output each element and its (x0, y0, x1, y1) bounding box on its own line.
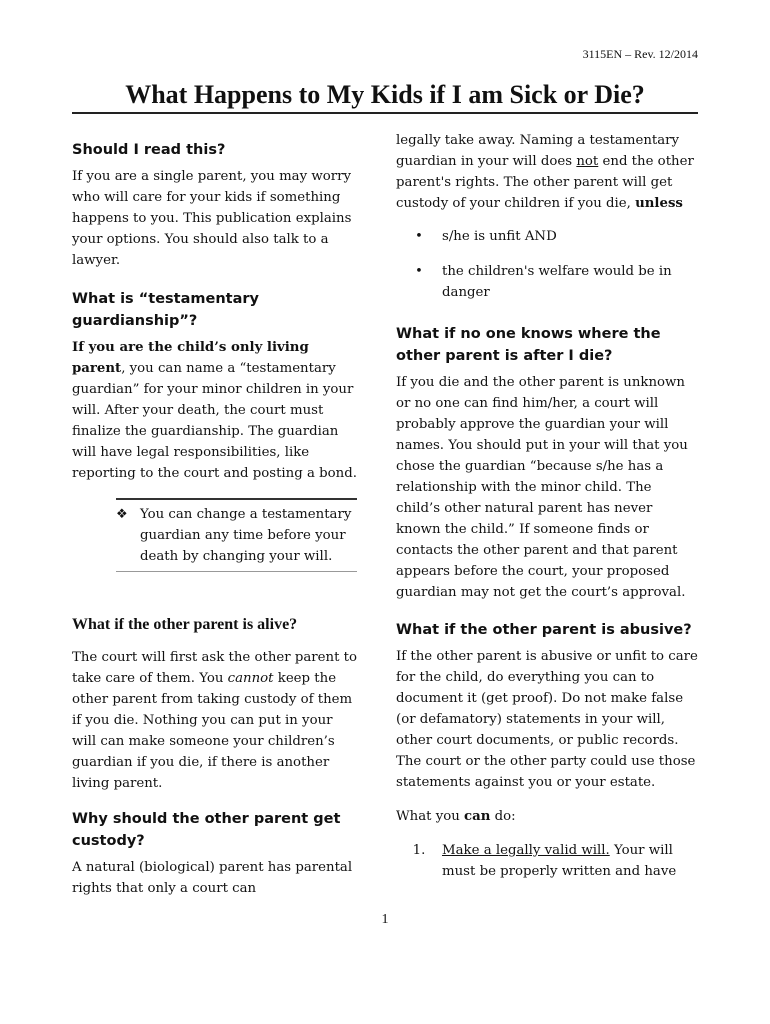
rights-text-b: end the other parent's rights. The other parent will get custody of your children if you die, (396, 154, 694, 211)
section-body-other-parent-alive (72, 647, 357, 794)
what-you-can-do (396, 806, 698, 827)
section-title-abusive-parent: What if the other parent is abusive? (396, 622, 692, 638)
page-number: 1 (381, 912, 389, 927)
item-underlined-text: Make a legally valid will. (442, 843, 610, 858)
list-item (396, 261, 698, 303)
list-item-text: s/he is unfit AND (442, 229, 557, 244)
emphasis-only-parent: If you are the child’s only living parent (72, 340, 309, 376)
list-item-text: the children's welfare would be in danger (442, 264, 672, 300)
bullet-icon: • (415, 264, 423, 279)
bullet-icon: • (415, 229, 423, 244)
section-title-testamentary: What is “testamentary guardianship”? (72, 291, 259, 329)
section-title-unknown-parent: What if no one knows where the other parent is after I die? (396, 326, 661, 364)
title-divider (72, 112, 698, 114)
testamentary-text: , you can name a “testamentary guardian” for your minor children in your will. After your death, the court must finalize the guardianship. The guardian will have legal responsibilities, like reporting to the court and posting a bond. (72, 361, 357, 481)
right-column (396, 130, 698, 882)
unless-conditions-list (396, 226, 698, 303)
emphasis-unless: unless (635, 196, 683, 211)
section-title-should-i-read: Should I read this? (72, 142, 226, 158)
diamond-bullet-icon: ❖ (116, 507, 128, 522)
item-rest-text: Your will must be properly written and have (442, 843, 677, 879)
section-body-abusive-parent: If the other parent is abusive or unfit to care for the child, do everything you can to document it (get proof). Do not make false (or defamatory) statements in your will, other court documents, or public records. The court or the other party could use those statements against you or your estate. (396, 649, 698, 790)
section-body-testamentary (72, 337, 357, 484)
can-text-b: do: (490, 809, 516, 824)
can-text-a: What you (396, 809, 465, 824)
alive-text-b: keep the other parent from taking custody of them if you die. Nothing you can put in your will can make someone your children’s guardian if you die, if there is another living parent. (72, 671, 353, 791)
item-text (442, 840, 698, 882)
item-number: 1. (412, 843, 426, 858)
emphasis-cannot: cannot (227, 671, 274, 686)
section-body-should-i-read: If you are a single parent, you may worry who will care for your kids if something happens to you. This publication explains your options. You should also talk to a lawyer. (72, 169, 352, 268)
callout-box (116, 498, 357, 572)
left-column (72, 130, 357, 899)
alive-text-a: The court will first ask the other parent to take care of them. You (72, 650, 358, 686)
page-title: What Happens to My Kids if I am Sick or Die? (125, 80, 645, 109)
section-title-why-custody: Why should the other parent get custody? (72, 811, 341, 849)
section-body-why-custody: A natural (biological) parent has parental rights that only a court can (72, 860, 353, 896)
emphasis-can: can (464, 809, 491, 824)
section-body-unknown-parent: If you die and the other parent is unknown or no one can find him/her, a court will probably approve the guardian your will names. You should put in your will that you chose the guardian “because s/he has a relationship with the minor child. The child’s other natural parent has never known the child.” If someone finds or contacts the other parent and that parent appears before the court, your proposed guardian may not get the court’s approval. (396, 375, 688, 600)
numbered-item-1 (396, 840, 698, 882)
form-code: 3115EN – Rev. 12/2014 (582, 47, 698, 61)
section-title-other-parent-alive: What if the other parent is alive? (72, 616, 298, 633)
continued-paragraph (396, 130, 698, 214)
callout-text: You can change a testamentary guardian any time before your death by changing your will. (140, 507, 352, 564)
list-item (396, 226, 698, 247)
emphasis-not: not (576, 154, 599, 169)
rights-text-a: legally take away. Naming a testamentary guardian in your will does (396, 133, 680, 169)
